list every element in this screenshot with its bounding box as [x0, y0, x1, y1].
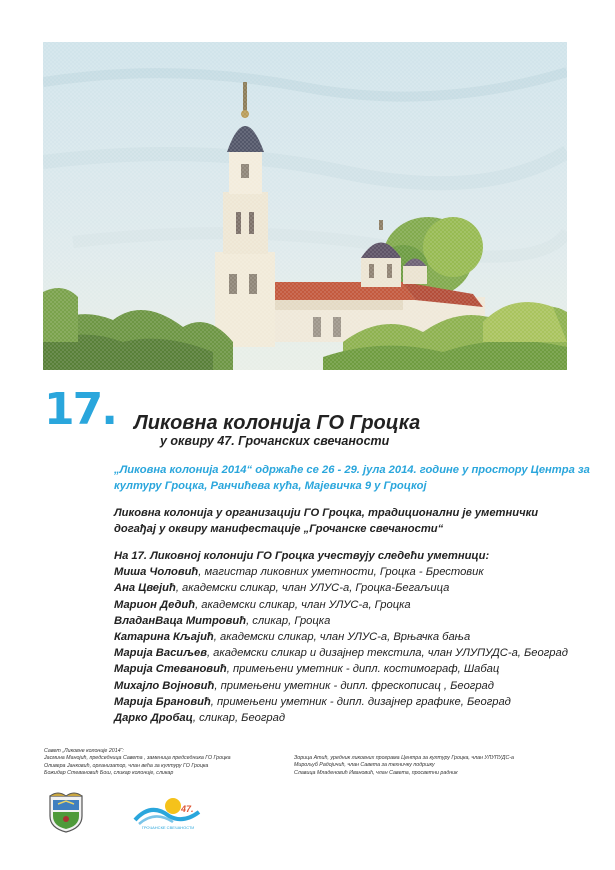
council-line: Зорица Атић, уредник ликовних програма Центра за културу Гроцка, члан УЛУПУДС-а — [294, 755, 514, 761]
list-item — [114, 613, 568, 629]
artist-name: Миша Чоловић — [114, 566, 199, 579]
artist-name: Марија Васиљев — [114, 647, 207, 660]
festival-logo — [133, 794, 203, 834]
description-paragraph — [114, 505, 539, 537]
artist-name: Марион Дедић — [114, 598, 196, 611]
artist-name: Ана Цвејић — [114, 582, 176, 595]
artist-name: ВладанВаца Митровић — [114, 614, 247, 627]
announcement-line: „Ликовна колонија 2014“ одржаће се 26 - 29. јула 2014. године у простору Центра за — [114, 464, 590, 476]
artist-details: , примењени уметник - дипл. дизајнер графике, Београд — [210, 695, 511, 708]
municipality-crest-icon — [44, 790, 88, 834]
list-item — [114, 661, 568, 677]
list-item — [114, 678, 568, 694]
council-line: Савет „Ликовне колоније 2014“: — [44, 748, 124, 754]
artist-details: , примењени уметник - дипл. костимограф, Шабац — [226, 663, 500, 676]
list-item — [114, 694, 568, 710]
council-line: Божидар Стевановић Бош, сликар колоније, сликар — [44, 770, 174, 777]
council-left — [44, 748, 231, 778]
artist-name: Катарина Кљајић — [114, 631, 214, 644]
artist-details: , сликар, Гроцка — [246, 614, 331, 627]
description-line: Ликовна колонија у организацији ГО Гроцка, традиционални је уметнички — [114, 507, 539, 519]
page-title: Ликовна колонија ГО Гроцка — [134, 412, 421, 434]
artist-details: , академски сликар, члан УЛУС-а, Врњачка бања — [213, 631, 471, 644]
list-item — [114, 564, 568, 580]
list-item — [114, 597, 568, 613]
announcement-paragraph — [114, 462, 590, 494]
artist-name: Михајло Војновић — [114, 679, 215, 692]
artist-details: , магистар ликовних уметности, Гроцка - Брестовик — [198, 566, 484, 579]
list-item — [114, 629, 568, 645]
list-item — [114, 580, 568, 596]
description-line: догађај у оквиру манифестације „Грочанске свечаности“ — [114, 523, 444, 535]
artist-name: Дарко Дробац — [114, 712, 193, 725]
announcement-line: културу Гроцка, Ранчићева кућа, Мајевичка 9 у Гроцкој — [114, 480, 427, 492]
artist-details: , сликар, Београд — [192, 712, 286, 725]
church-painting — [43, 42, 567, 370]
council-line: Јасмина Манојић, председница Савета , заменица председника ГО Гроцка — [44, 755, 231, 762]
artist-details: , академски сликар, члан УЛУС-а, Гроцка-Бегаљица — [175, 582, 450, 595]
festival-text: ГРОЧАНСКЕ СВЕЧАНОСТИ — [141, 825, 195, 830]
council-line: Славица Младеновић Ивановић, члан Савета, просветни радник — [294, 769, 458, 776]
artist-details: , примењени уметник - дипл. фрескописац , Београд — [214, 679, 494, 692]
festival-number: 47. — [181, 804, 194, 814]
artists-heading: На 17. Ликовној колонији ГО Гроцка учествују следећи уметници: — [114, 550, 490, 562]
council-right — [294, 755, 514, 777]
artist-details: , академски сликар и дизајнер текстила, члан УЛУПУДС-а, Београд — [206, 647, 568, 660]
page-subtitle: у оквиру 47. Грочанских свечаности — [160, 434, 390, 448]
council-line: Мирољуб Радојичић, члан Савета за техничку подршку — [294, 762, 435, 769]
artist-details: , академски сликар, члан УЛУС-а, Гроцка — [195, 598, 411, 611]
list-item — [114, 710, 568, 726]
council-line: Оливера Јанковић, организатор, члан већа за културу ГО Гроцка — [44, 762, 209, 769]
list-item — [114, 645, 568, 661]
artists-list — [114, 548, 568, 726]
artist-name: Марија Стевановић — [114, 663, 227, 676]
edition-number: 17. — [44, 384, 116, 435]
artist-name: Марија Брановић — [114, 695, 211, 708]
